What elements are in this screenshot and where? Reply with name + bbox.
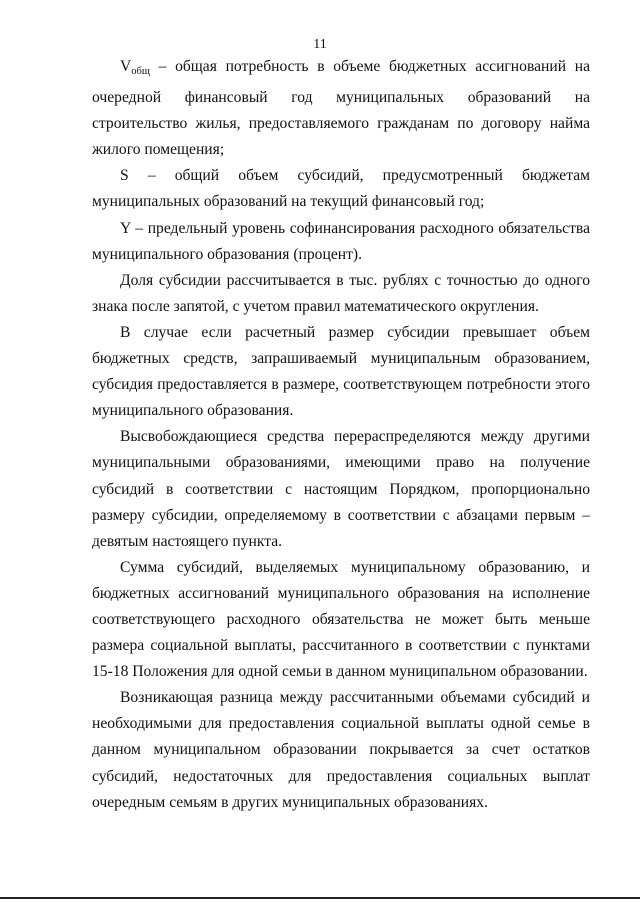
paragraph-v-total-definition — [92, 54, 590, 163]
paragraph-v-text: – общая потребность в объеме бюджетных ассигнований на очередной финансовый год муниципальных образований на строительство жилья, предоставляемого гражданам по договору найма жилого помещения; — [92, 58, 590, 159]
symbol-v-subscript: общ — [131, 66, 150, 77]
paragraph-s-definition: S – общий объем субсидий, предусмотренный бюджетам муниципальных образований на текущий финансовый год; — [92, 167, 590, 211]
paragraph-rounding: Доля субсидии рассчитывается в тыс. рублях с точностью до одного знака после запятой, с учетом правил математического округления. — [92, 271, 590, 315]
paragraph-excess-subsidy: В случае если расчетный размер субсидии превышает объем бюджетных средств, запрашиваемый муниципальным образованием, субсидия предоставляется в размере, соответствующем потребности этого муниципального образования. — [92, 323, 590, 420]
bottom-scan-rule — [0, 897, 640, 899]
document-body — [92, 54, 590, 816]
symbol-v: V — [120, 58, 132, 75]
paragraph-minimum-amount: Сумма субсидий, выделяемых муниципальному образованию, и бюджетных ассигнований муниципального образования на исполнение соответствующего расходного обязательства не может быть меньше размера социальной выплаты, рассчитанного в соответствии с пунктами 15-18 Положения для одной семьи в данном муниципальном образовании. — [92, 558, 590, 681]
page-number: 11 — [313, 37, 327, 52]
paragraph-redistribution: Высвобождающиеся средства перераспределяются между другими муниципальными образованиями, имеющими право на получение субсидий в соответствии с настоящим Порядком, пропорционально размеру субсидии, определяемому в соответствии с абзацами первым – девятым настоящего пункта. — [92, 428, 590, 550]
paragraph-difference-coverage: Возникающая разница между рассчитанными объемами субсидий и необходимыми для предоставления социальной выплаты одной семье в данном муниципальном образовании покрывается за счет остатков субсидий, недостаточных для предоставления социальных выплат очередным семьям в других муниципальных образованиях. — [92, 689, 590, 811]
paragraph-y-definition: Y – предельный уровень софинансирования расходного обязательства муниципального образования (процент). — [92, 219, 590, 263]
